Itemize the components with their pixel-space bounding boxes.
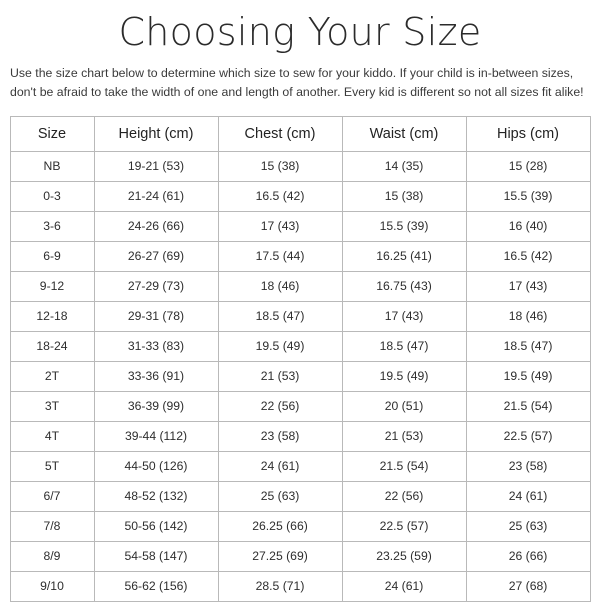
cell-measurement: 25 (63) (466, 511, 590, 541)
cell-measurement: 18.5 (47) (218, 301, 342, 331)
cell-measurement: 56-62 (156) (94, 571, 218, 601)
column-header-height: Height (cm) (94, 116, 218, 151)
table-row (10, 361, 590, 391)
table-row (10, 241, 590, 271)
cell-measurement: 15.5 (39) (342, 211, 466, 241)
table-row (10, 571, 590, 601)
cell-measurement: 18.5 (47) (342, 331, 466, 361)
cell-measurement: 26.25 (66) (218, 511, 342, 541)
cell-measurement: 16.75 (43) (342, 271, 466, 301)
size-chart-page (0, 10, 600, 594)
cell-measurement: 14 (35) (342, 151, 466, 181)
cell-size: 9-12 (10, 271, 94, 301)
cell-measurement: 27-29 (73) (94, 271, 218, 301)
cell-measurement: 22 (56) (218, 391, 342, 421)
table-row (10, 211, 590, 241)
cell-measurement: 17 (43) (342, 301, 466, 331)
cell-measurement: 25 (63) (218, 481, 342, 511)
page-title: Choosing Your Size (118, 10, 482, 54)
cell-measurement: 19-21 (53) (94, 151, 218, 181)
cell-measurement: 16.25 (41) (342, 241, 466, 271)
cell-measurement: 15 (28) (466, 151, 590, 181)
cell-measurement: 22.5 (57) (342, 511, 466, 541)
cell-measurement: 33-36 (91) (94, 361, 218, 391)
cell-measurement: 24 (61) (342, 571, 466, 601)
cell-measurement: 23.25 (59) (342, 541, 466, 571)
cell-measurement: 21.5 (54) (466, 391, 590, 421)
cell-measurement: 26 (66) (466, 541, 590, 571)
cell-measurement: 18.5 (47) (466, 331, 590, 361)
table-row (10, 451, 590, 481)
cell-measurement: 19.5 (49) (342, 361, 466, 391)
cell-measurement: 44-50 (126) (94, 451, 218, 481)
cell-size: 18-24 (10, 331, 94, 361)
cell-size: 5T (10, 451, 94, 481)
cell-measurement: 23 (58) (218, 421, 342, 451)
cell-measurement: 16.5 (42) (466, 241, 590, 271)
table-row (10, 331, 590, 361)
cell-measurement: 18 (46) (466, 301, 590, 331)
cell-measurement: 24-26 (66) (94, 211, 218, 241)
cell-size: 6/7 (10, 481, 94, 511)
cell-size: 3T (10, 391, 94, 421)
table-row (10, 541, 590, 571)
cell-measurement: 21-24 (61) (94, 181, 218, 211)
cell-measurement: 48-52 (132) (94, 481, 218, 511)
cell-measurement: 15.5 (39) (466, 181, 590, 211)
cell-size: 2T (10, 361, 94, 391)
cell-measurement: 24 (61) (218, 451, 342, 481)
cell-measurement: 26-27 (69) (94, 241, 218, 271)
cell-size: NB (10, 151, 94, 181)
table-header-row (10, 116, 590, 151)
table-row (10, 181, 590, 211)
cell-measurement: 17 (43) (466, 271, 590, 301)
table-row (10, 301, 590, 331)
table-row (10, 391, 590, 421)
cell-measurement: 36-39 (99) (94, 391, 218, 421)
column-header-size: Size (10, 116, 94, 151)
cell-measurement: 15 (38) (342, 181, 466, 211)
cell-measurement: 17.5 (44) (218, 241, 342, 271)
cell-measurement: 21 (53) (342, 421, 466, 451)
cell-size: 8/9 (10, 541, 94, 571)
cell-measurement: 24 (61) (466, 481, 590, 511)
cell-measurement: 27 (68) (466, 571, 590, 601)
cell-size: 12-18 (10, 301, 94, 331)
cell-size: 9/10 (10, 571, 94, 601)
cell-measurement: 50-56 (142) (94, 511, 218, 541)
cell-measurement: 23 (58) (466, 451, 590, 481)
cell-measurement: 54-58 (147) (94, 541, 218, 571)
column-header-waist: Waist (cm) (342, 116, 466, 151)
table-row (10, 511, 590, 541)
cell-size: 4T (10, 421, 94, 451)
size-chart-table (10, 116, 591, 602)
cell-measurement: 27.25 (69) (218, 541, 342, 571)
cell-measurement: 22 (56) (342, 481, 466, 511)
intro-paragraph: Use the size chart below to determine which size to sew for your kiddo. If your child is in-between sizes, don't be afraid to take the width of one and length of another. Every kid is different so not all sizes fit alike! (10, 65, 584, 99)
cell-measurement: 22.5 (57) (466, 421, 590, 451)
cell-measurement: 18 (46) (218, 271, 342, 301)
column-header-chest: Chest (cm) (218, 116, 342, 151)
cell-measurement: 21.5 (54) (342, 451, 466, 481)
cell-measurement: 16.5 (42) (218, 181, 342, 211)
table-row (10, 481, 590, 511)
table-row (10, 271, 590, 301)
cell-size: 6-9 (10, 241, 94, 271)
cell-measurement: 31-33 (83) (94, 331, 218, 361)
cell-measurement: 28.5 (71) (218, 571, 342, 601)
table-row (10, 421, 590, 451)
cell-measurement: 19.5 (49) (466, 361, 590, 391)
cell-measurement: 39-44 (112) (94, 421, 218, 451)
cell-measurement: 29-31 (78) (94, 301, 218, 331)
cell-measurement: 20 (51) (342, 391, 466, 421)
cell-measurement: 15 (38) (218, 151, 342, 181)
cell-measurement: 16 (40) (466, 211, 590, 241)
cell-size: 0-3 (10, 181, 94, 211)
cell-measurement: 17 (43) (218, 211, 342, 241)
cell-measurement: 21 (53) (218, 361, 342, 391)
cell-size: 3-6 (10, 211, 94, 241)
cell-measurement: 19.5 (49) (218, 331, 342, 361)
column-header-hips: Hips (cm) (466, 116, 590, 151)
cell-size: 7/8 (10, 511, 94, 541)
table-row (10, 151, 590, 181)
